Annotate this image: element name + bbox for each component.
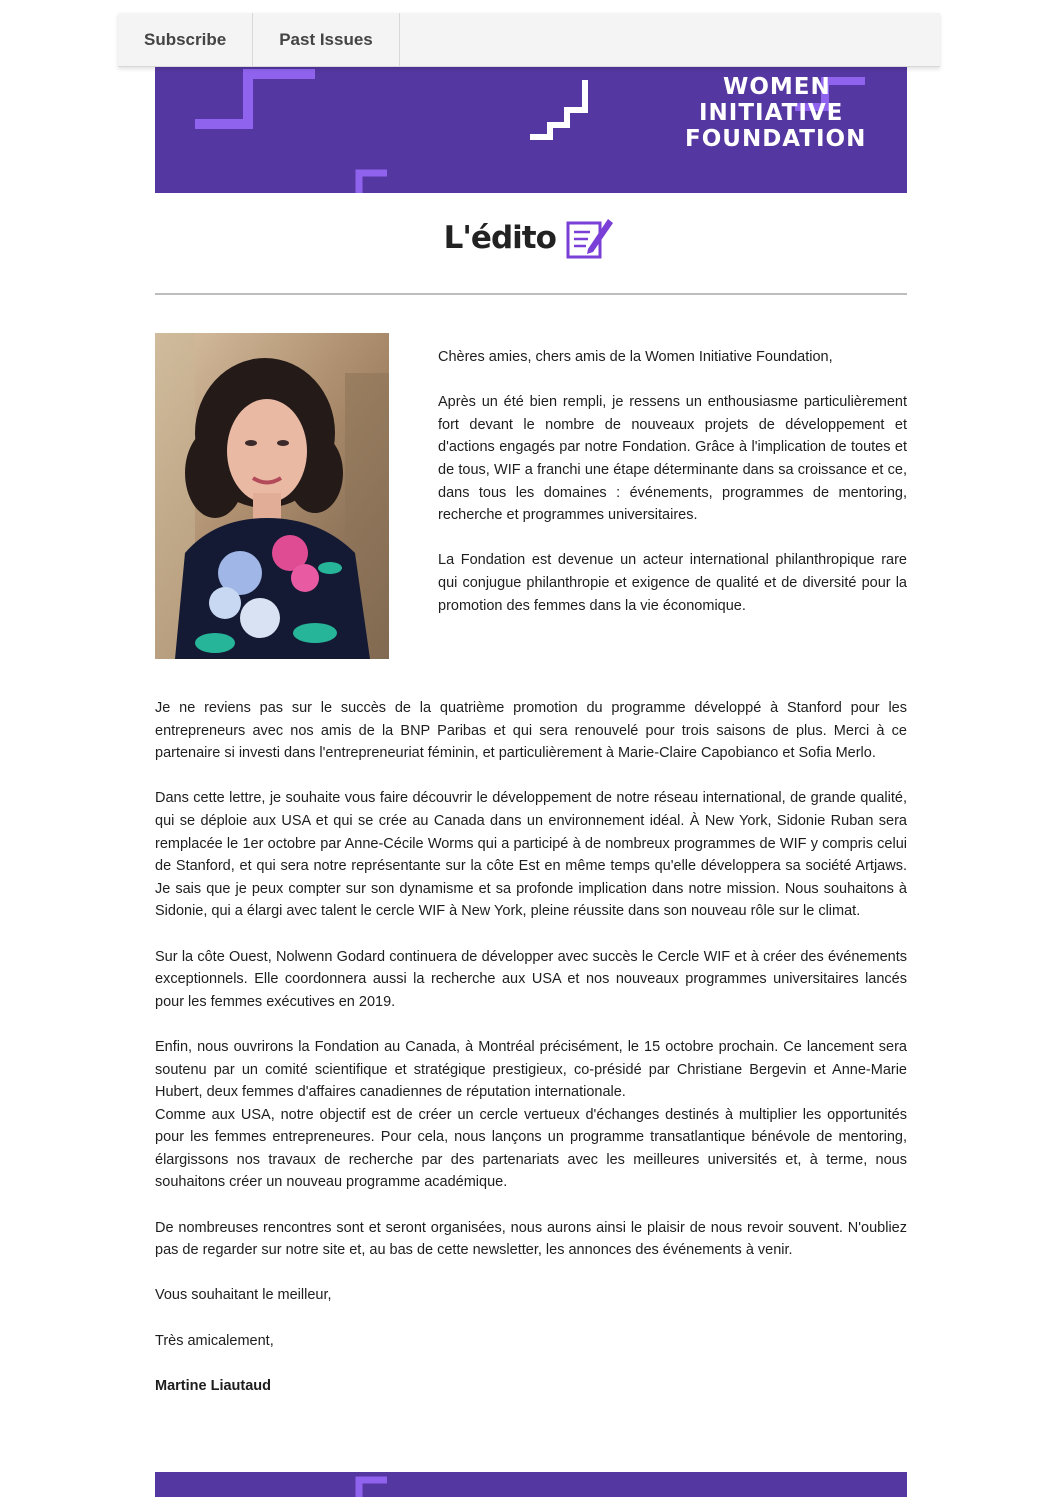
- body-paragraph-3: Sur la côte Ouest, Nolwenn Godard continuera de développer avec succès le Cercle WIF et à créer des événements exceptionnels. Elle coordonnera aussi la recherche aux USA et nos nouveaux programmes universitaires lancés pour les femmes exécutives en 2019.: [155, 948, 907, 1010]
- intro-paragraph-2: La Fondation est devenue un acteur international philanthropique rare qui conjugue philanthropie et exigence de qualité et de diversité pour la promotion des femmes dans la vie économique.: [438, 552, 907, 614]
- logo-stair-icon: [530, 80, 585, 137]
- intro-paragraph-1: Après un été bien rempli, je ressens un enthousiasme particulièrement fort devant le nombre de nouveaux projets de développement et d'actions engagés par notre Fondation. Grâce à l'implication de toutes et de tous, WIF a franchi une étape déterminante dans sa croissance et ce, dans tous les domaines : événements, programmes de mentoring, recherche et programmes universitaires.: [438, 394, 907, 524]
- logo-line-initiative: INITIATIVE: [699, 100, 844, 126]
- subscribe-link[interactable]: Subscribe: [118, 13, 253, 66]
- logo-line-women: WOMEN: [723, 74, 831, 100]
- body-paragraph-2: Dans cette lettre, je souhaite vous faire découvrir le développement de notre réseau international, de grande qualité, qui se déploie aux USA et qui se crée au Canada dans un environnement idéal. À New York, Sidonie Ruban sera remplacée le 1er octobre par Anne-Cécile Worms qui a participé à de nombreux programmes de WIF y compris celui de Stanford, et qui sera notre représentante sur la côte Est en même temps qu'elle développera sa société Artjaws. Je sais que je peux compter sur son dynamisme et sa profonde implication dans notre mission. Nous souhaitons à Sidonie, qui a élargi avec talent le cercle WIF à New York, pleine réussite dans son nouveau rôle sur le climat.: [155, 790, 907, 920]
- closing-line-1: Vous souhaitant le meilleur,: [155, 1287, 332, 1304]
- page-title: L'édito: [443, 220, 556, 256]
- letter-body: [155, 697, 907, 1420]
- stair-decoration-bottom: [359, 173, 387, 193]
- section-divider: [155, 293, 907, 295]
- logo-line-foundation: FOUNDATION: [685, 126, 867, 152]
- foundation-logo: [685, 74, 866, 152]
- greeting: Chères amies, chers amis de la Women Initiative Foundation,: [438, 349, 833, 365]
- portrait-photo: [155, 333, 389, 659]
- body-paragraph-5: Comme aux USA, notre objectif est de créer un cercle vertueux d'échanges destinés à multiplier les opportunités pour les femmes entrepreneures. Pour cela, nous lançons un programme transatlantique bénévole de mentoring, élargissons nos travaux de recherche par des partenariats avec les meilleures universités et, à terme, nous souhaitons créer un nouveau programme académique.: [155, 1106, 907, 1191]
- signature: Martine Liautaud: [155, 1377, 272, 1394]
- footer-decoration: [155, 1472, 907, 1497]
- body-paragraph-1: Je ne reviens pas sur le succès de la quatrième promotion du programme développé à Stanford pour les entrepreneurs avec nos amis de la BNP Paribas et qui sera renouvelé pour trois saisons de plus. Merci à ce partenaire si investi dans l'entrepreneuriat féminin, et particulièrement à Marie-Claire Capobianco et Sofia Merlo.: [155, 700, 907, 762]
- edit-note-icon: [566, 215, 614, 261]
- edito-heading: [0, 215, 1058, 261]
- top-nav-bar: [118, 13, 940, 67]
- footer-banner: [155, 1472, 907, 1497]
- past-issues-link[interactable]: Past Issues: [253, 13, 400, 66]
- body-paragraph-4: Enfin, nous ouvrirons la Fondation au Canada, à Montréal précisément, le 15 octobre prochain. Ce lancement sera soutenu par un comité scientifique et stratégique prestigieux, co-présidé par Christiane Bergevin et Anne-Marie Hubert, deux femmes d'affaires canadiennes de réputation internationale.: [155, 1038, 907, 1101]
- stair-decoration-left: [195, 74, 315, 124]
- body-paragraph-6: De nombreuses rencontres sont et seront organisées, nous aurons ainsi le plaisir de nous revoir souvent. N'oubliez pas de regarder sur notre site et, au bas de cette newsletter, les annonces des événements à venir.: [155, 1219, 907, 1259]
- closing-line-2: Très amicalement,: [155, 1332, 274, 1349]
- intro-column: [438, 346, 907, 640]
